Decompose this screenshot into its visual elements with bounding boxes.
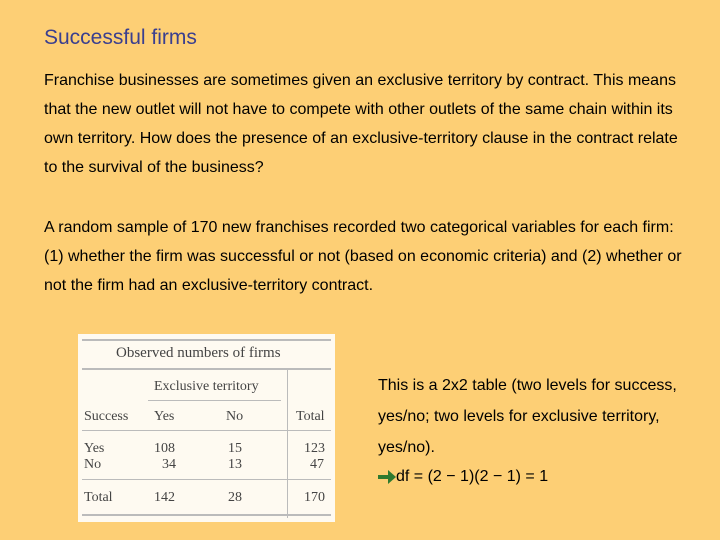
df-formula: df = (2 − 1)(2 − 1) = 1 — [396, 468, 549, 485]
group-header-rule — [148, 400, 281, 401]
total-separator — [287, 402, 288, 518]
df-line — [378, 468, 548, 486]
header-no: No — [226, 409, 244, 424]
header-rule — [82, 430, 331, 431]
sample-paragraph: A random sample of 170 new franchises recorded two categorical variables for each firm: (1) whether the firm was successful or not (based on economic criteria) and (2) whether or not the firm had an exclusive-territory contract. — [44, 219, 682, 294]
table-caption: Observed numbers of firms — [116, 345, 281, 361]
table-top-rule — [82, 339, 331, 341]
observed-firms-table — [78, 334, 335, 522]
cell-no-no: 13 — [228, 457, 242, 472]
cell-yes-yes: 108 — [154, 441, 175, 456]
page-title: Successful firms — [44, 26, 197, 49]
cell-no-yes: 34 — [162, 457, 176, 472]
intro-paragraph: Franchise businesses are sometimes given an exclusive territory by contract. This means that the new outlet will not have to compete with other outlets of the same chain within its own territory. How does the presence of an exclusive-territory clause in the contract relate to the survival of the business? — [44, 72, 678, 176]
cell-total-no: 28 — [228, 490, 242, 505]
totals-rule — [82, 479, 331, 480]
header-success: Success — [84, 409, 129, 424]
header-yes: Yes — [154, 409, 175, 424]
total-separator-top — [287, 370, 288, 402]
cell-total-yes: 142 — [154, 490, 175, 505]
row-label-total: Total — [84, 490, 113, 505]
cell-total-total: 170 — [304, 490, 325, 505]
arrow-right-icon — [378, 470, 396, 484]
cell-no-total: 47 — [310, 457, 324, 472]
row-label-yes: Yes — [84, 441, 105, 456]
cell-yes-no: 15 — [228, 441, 242, 456]
table-group-header: Exclusive territory — [154, 379, 259, 394]
header-total: Total — [296, 409, 325, 424]
table-note: This is a 2x2 table (two levels for success, yes/no; two levels for exclusive territory, yes/no). — [378, 377, 677, 456]
table-bottom-rule — [82, 514, 331, 516]
cell-yes-total: 123 — [304, 441, 325, 456]
table-caption-rule — [82, 368, 331, 370]
row-label-no: No — [84, 457, 102, 472]
